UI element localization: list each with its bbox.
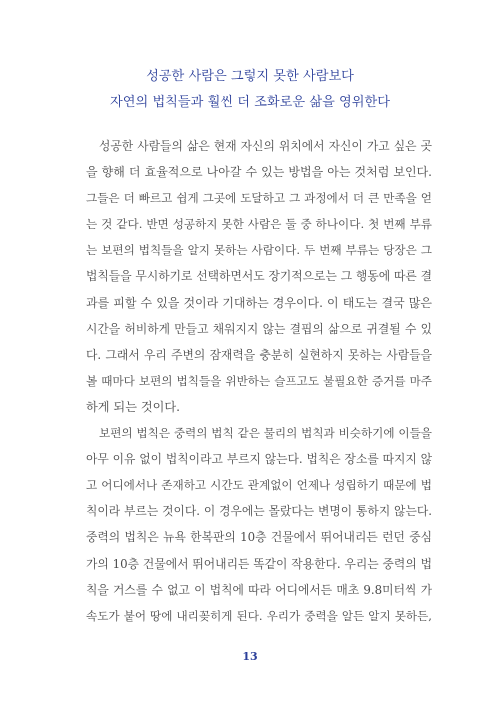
text-line: 아무 이유 없이 법칙이라고 부르지 않는다. 법칙은 장소를 따지지 않 xyxy=(86,452,432,467)
text-line: 는 것 같다. 반면 성공하지 못한 사람은 둘 중 하나이다. 첫 번째 부류 xyxy=(86,217,432,232)
text-line: 시간을 허비하게 만들고 채워지지 않는 결핍의 삶으로 귀결될 수 있 xyxy=(86,321,432,336)
text-line: 중력의 법칙은 뉴욕 한복판의 10층 건물에서 뛰어내리든 런던 중심 xyxy=(86,530,432,545)
header-line-2: 자연의 법칙들과 훨씬 더 조화로운 삶을 영위한다 xyxy=(110,95,390,110)
text-line: 법칙들을 무시하기로 선택하면서도 장기적으로는 그 행동에 따른 결 xyxy=(86,269,432,284)
text-line: 고 어디에서나 존재하고 시간도 관계없이 언제나 성립하기 때문에 법 xyxy=(86,478,432,493)
text-line: 그들은 더 빠르고 쉽게 그곳에 도달하고 그 과정에서 더 큰 만족을 얻 xyxy=(86,191,432,206)
text-line: 속도가 붙어 땅에 내리꽂히게 된다. 우리가 중력을 알든 알지 못하든, xyxy=(86,608,432,623)
text-line: 볼 때마다 보편의 법칙들을 위반하는 슬프고도 불필요한 증거를 마주 xyxy=(86,373,432,388)
text-line: 보편의 법칙은 중력의 법칙 같은 물리의 법칙과 비슷하기에 이들을 xyxy=(99,426,432,441)
text-line: 하게 되는 것이다. xyxy=(86,399,181,414)
chapter-header xyxy=(0,64,500,116)
body-text xyxy=(86,133,432,629)
text-line: 칙을 거스를 수 없고 이 법칙에 따라 어디에서든 매초 9.8미터씩 가 xyxy=(86,582,432,597)
text-line: 성공한 사람들의 삶은 현재 자신의 위치에서 자신이 가고 싶은 곳 xyxy=(99,139,432,153)
page-number: 13 xyxy=(242,650,258,663)
text-line: 가의 10층 건물에서 뛰어내리든 똑같이 작용한다. 우리는 중력의 법 xyxy=(86,556,432,571)
text-line: 과를 피할 수 있을 것이라 기대하는 경우이다. 이 태도는 결국 많은 xyxy=(86,295,432,310)
text-line: 을 향해 더 효율적으로 나아갈 수 있는 방법을 아는 것처럼 보인다. xyxy=(86,165,432,180)
text-line: 다. 그래서 우리 주변의 잠재력을 충분히 실현하지 못하는 사람들을 xyxy=(86,347,432,362)
text-line: 는 보편의 법칙들을 알지 못하는 사람이다. 두 번째 부류는 당장은 그 xyxy=(86,243,432,258)
text-line: 칙이라 부르는 것이다. 이 경우에는 몰랐다는 변명이 통하지 않는다. xyxy=(86,504,432,519)
header-line-1: 성공한 사람은 그렇지 못한 사람보다 xyxy=(146,69,354,84)
